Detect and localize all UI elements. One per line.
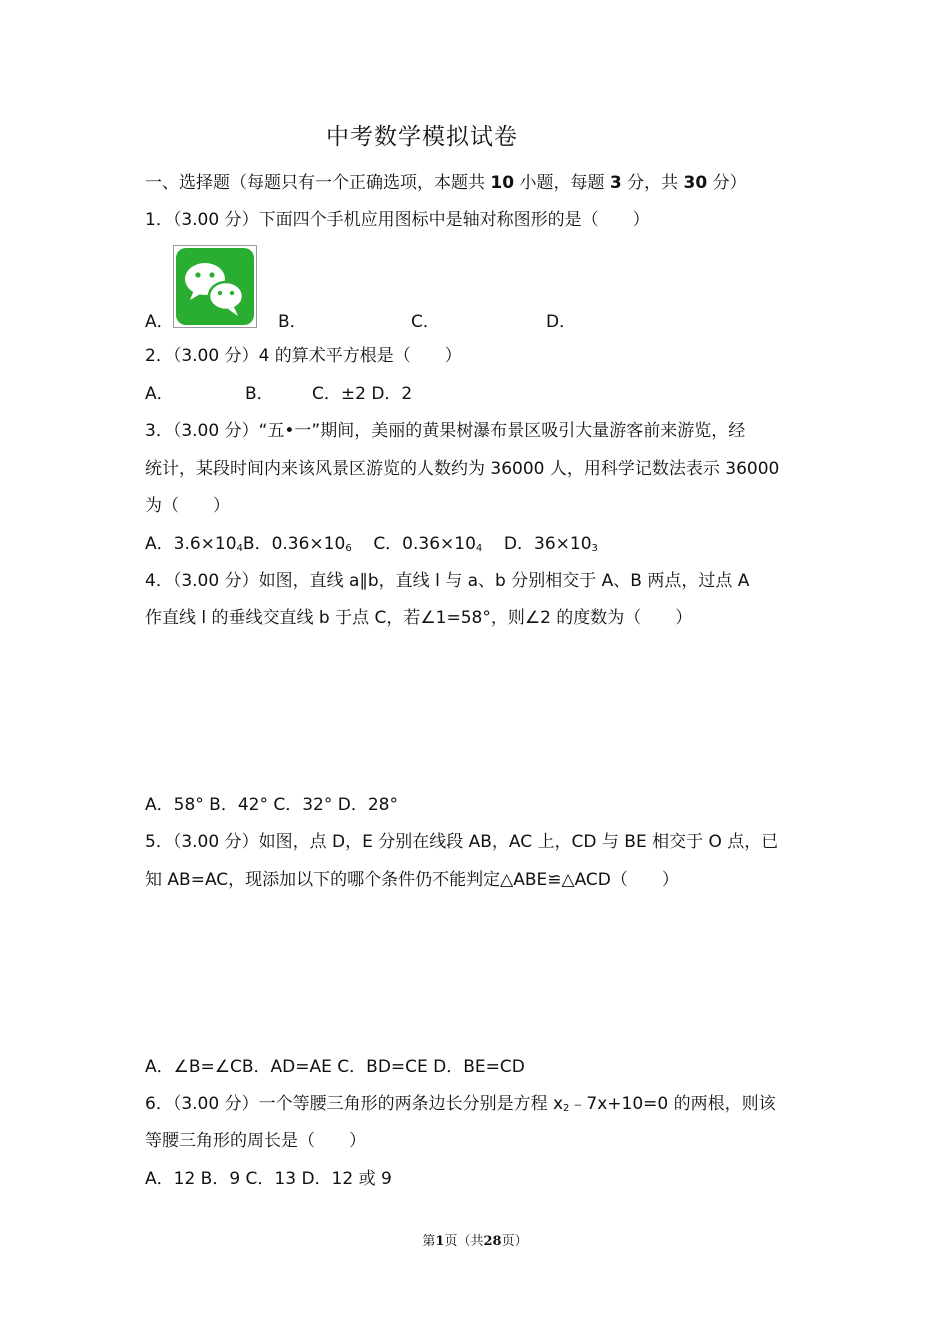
- question-1-text: 1．（3.00 分）下面四个手机应用图标中是轴对称图形的是（ ）: [145, 210, 650, 230]
- q3-option-a: A．3.6×10: [145, 534, 237, 554]
- question-3-line-1: 3．（3.00 分）“五•一”期间，美丽的黄果树瀑布景区吸引大量游客前来游览，经: [145, 421, 746, 441]
- q3-options: [145, 533, 598, 560]
- q2-option-cd: C．±2 D．2: [312, 384, 413, 404]
- section-heading-text: 小题，每题: [514, 173, 610, 193]
- q3-option-b-exponent: 6: [345, 543, 352, 554]
- question-6-text: ﹣7x+10=0 的两根，则该: [569, 1094, 776, 1114]
- q4-options: A．58° B．42° C．32° D．28°: [145, 795, 398, 815]
- question-6-line-1: [145, 1093, 776, 1120]
- q3-option-b: B．0.36×10: [242, 534, 346, 554]
- points-per-question: 3: [609, 173, 622, 193]
- question-4-line-1: 4．（3.00 分）如图，直线 a∥b，直线 l 与 a、b 分别相交于 A、B 两点，过点 A: [145, 571, 750, 591]
- section-heading-text: 一、选择题（每题只有一个正确选项，本题共: [145, 173, 491, 193]
- page-title: 中考数学模拟试卷: [326, 124, 518, 150]
- q6-exponent: 2: [563, 1103, 570, 1114]
- wechat-icon-graphic: [174, 246, 256, 327]
- question-4-line-2: 作直线 l 的垂线交直线 b 于点 C，若∠1=58°，则∠2 的度数为（ ）: [145, 608, 693, 628]
- q1-option-d: D．: [546, 312, 577, 332]
- q3-option-a-exponent: 4: [236, 543, 243, 554]
- q2-option-b: B．: [245, 384, 274, 404]
- page-number: 1: [435, 1234, 445, 1249]
- total-pages: 28: [483, 1234, 502, 1249]
- page-footer: [0, 1230, 950, 1249]
- footer-text: 页（共: [444, 1234, 484, 1249]
- question-6-text: 6．（3.00 分）一个等腰三角形的两条边长分别是方程 x: [145, 1094, 564, 1114]
- footer-text: 第: [422, 1234, 436, 1249]
- section-heading-text: 分，共: [621, 173, 684, 193]
- wechat-icon: [173, 245, 257, 328]
- section-heading: [145, 172, 747, 194]
- question-3-line-2: 统计，某段时间内来该风景区游览的人数约为 36000 人，用科学记数法表示 36000: [145, 459, 780, 479]
- question-count: 10: [490, 173, 515, 193]
- q1-option-b: B．: [278, 312, 307, 332]
- q2-option-a: A．: [145, 384, 174, 404]
- footer-text: 页）: [501, 1234, 528, 1249]
- total-points: 30: [683, 173, 708, 193]
- q3-option-d-exponent: 3: [591, 543, 598, 554]
- question-2-text: 2．（3.00 分）4 的算术平方根是（ ）: [145, 346, 462, 366]
- q3-option-c-exponent: 4: [475, 543, 483, 554]
- question-5-line-1: 5．（3.00 分）如图，点 D，E 分别在线段 AB，AC 上，CD 与 BE 相交于 O 点，已: [145, 832, 779, 852]
- q3-option-c: C．0.36×10: [373, 534, 476, 554]
- q1-option-c: C．: [411, 312, 440, 332]
- q5-options: A．∠B=∠CB．AD=AE C．BD=CE D．BE=CD: [145, 1057, 525, 1077]
- q3-option-d: D．36×10: [503, 534, 592, 554]
- section-heading-text: 分）: [707, 173, 747, 193]
- question-6-line-2: 等腰三角形的周长是（ ）: [145, 1131, 366, 1151]
- question-5-line-2: 知 AB=AC，现添加以下的哪个条件仍不能判定△ABE≌△ACD（ ）: [145, 870, 679, 890]
- q6-options: A．12 B．9 C．13 D．12 或 9: [145, 1169, 392, 1189]
- question-3-line-3: 为（ ）: [145, 496, 230, 516]
- q1-option-a: A．: [145, 312, 174, 332]
